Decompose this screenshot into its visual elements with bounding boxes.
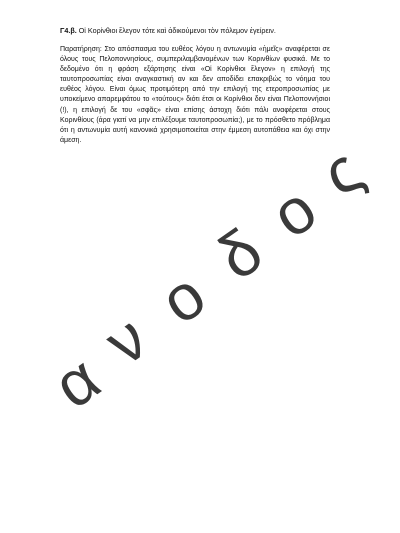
watermark — [40, 133, 400, 440]
watermark-letter: ο — [147, 258, 219, 338]
question-line — [60, 26, 330, 36]
watermark-letter: ς — [308, 133, 375, 211]
watermark-letter: ν — [92, 301, 160, 379]
question-text: Οἱ Κορίνθιοι ἔλεγον τότε καὶ ἀδικούμενοι τὸν πόλεμον ἐγείρειν. — [76, 26, 276, 35]
document-page — [60, 26, 330, 146]
watermark-letter: δ — [204, 214, 276, 294]
watermark-letter: α — [40, 341, 113, 423]
question-label: Γ4.β. — [60, 26, 77, 35]
remark-paragraph: Παρατήρηση: Στο απόσπασμα του ευθέος λόγου η αντωνυμία «ἡμεῖς» αναφέρεται σε όλους τους Πελοποννησίους, συμπεριλαμβανομένων των Κορινθίων φυσικά. Με το δεδομένο ότι η φράση εξάρτησης είναι «Οἱ Κορίνθιοι ἔλεγον» η επιλογή της ταυτοπροσωπίας είναι αναγκαστική αν και δεν αποδίδει επακριβώς το νόημα του ευθέος λόγου. Είναι όμως προτιμότερη από την επιλογή της ετεροπροσωπίας με υποκείμενο απαρεμφάτου το «τούτους» διότι έτσι οι Κορίνθιοι δεν είναι Πελοποννήσιοι (!), η επιλογή δε του «σφᾶς» είναι επίσης άστοχη διότι πάλι αναφέρεται στους Κορινθίους (άρα γιατί να μην επιλέξουμε ταυτοπροσωπία;), με το πρόσθετο πρόβλημα ότι η αντωνυμία αυτή κανονικά χρησιμοποιείται στην έμμεση αυτοπάθεια και όχι στην άμεση. — [60, 46, 330, 144]
watermark-letter: ο — [258, 172, 330, 252]
